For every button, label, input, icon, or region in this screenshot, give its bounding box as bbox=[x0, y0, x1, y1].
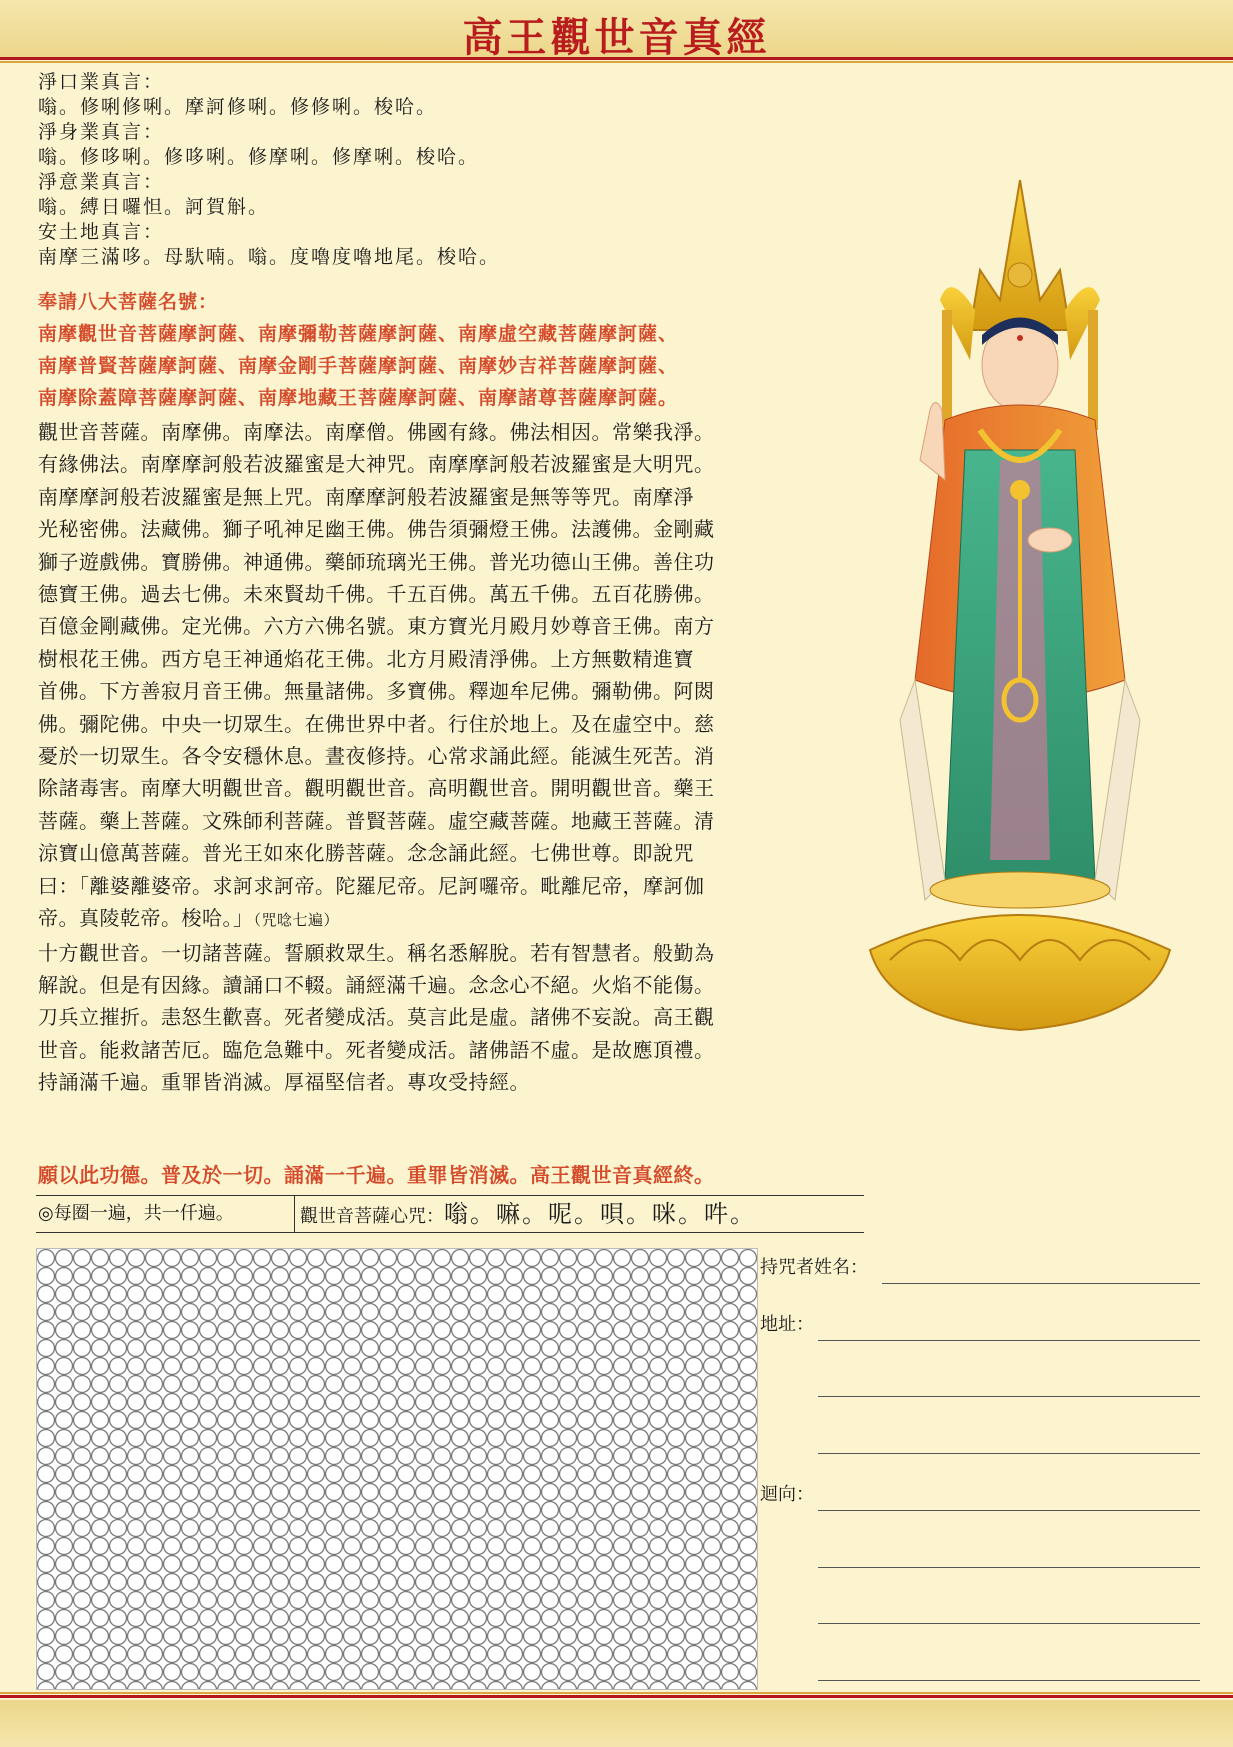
bodhisattva-heading: 奉請八大菩薩名號： bbox=[38, 291, 219, 313]
chant-note: （咒唸七遍） bbox=[253, 911, 340, 930]
bodhisattva-line: 南摩普賢菩薩摩訶薩、南摩金剛手菩薩摩訶薩、南摩妙吉祥菩薩摩訶薩、 bbox=[38, 355, 679, 377]
heart-mantra-label: 觀世音菩薩心咒： bbox=[300, 1206, 444, 1227]
sutra-line: 樹根花王佛。西方皂王神通焰花王佛。北方月殿清淨佛。上方無數精進寶 bbox=[38, 646, 694, 671]
sutra-line: 憂於一切眾生。各令安穩休息。晝夜修持。心常求誦此經。能滅生死苦。消 bbox=[38, 744, 715, 769]
sutra-line-last bbox=[38, 902, 828, 936]
mantra-text: 嗡。修唎修唎。摩訶修唎。修修唎。梭哈。 bbox=[38, 96, 438, 118]
footer-divider-gold bbox=[0, 1692, 1233, 1694]
verse-line: 刀兵立摧折。恚怒生歡喜。死者變成活。莫言此是虛。諸佛不妄說。高王觀 bbox=[38, 1005, 715, 1030]
page-title: 高王觀世音真經 bbox=[462, 14, 771, 61]
address-label: 地址： bbox=[760, 1314, 814, 1335]
sutra-line: 獅子遊戲佛。寶勝佛。神通佛。藥師琉璃光王佛。普光功德山王佛。善住功 bbox=[38, 549, 715, 574]
bodhisattva-line: 南摩觀世音菩薩摩訶薩、南摩彌勒菩薩摩訶薩、南摩虛空藏菩薩摩訶薩、 bbox=[38, 323, 679, 345]
dedication-field-line[interactable] bbox=[818, 1510, 1200, 1511]
address-field-line[interactable] bbox=[818, 1340, 1200, 1341]
heart-mantra bbox=[300, 1196, 756, 1232]
closing-dedication: 願以此功德。普及於一切。誦滿一千遍。重罪皆消滅。高王觀世音真經終。 bbox=[38, 1163, 715, 1187]
sutra-line: 涼寶山億萬菩薩。普光王如來化勝菩薩。念念誦此經。七佛世尊。即說咒 bbox=[38, 841, 694, 866]
footer-divider bbox=[0, 1695, 1233, 1698]
sutra-line: 除諸毒害。南摩大明觀世音。觀明觀世音。高明觀世音。開明觀世音。藥王 bbox=[38, 776, 715, 801]
recitation-circle-grid[interactable] bbox=[36, 1248, 758, 1690]
mantra-title: 淨身業真言： bbox=[38, 121, 165, 143]
guanyin-statue-image bbox=[850, 160, 1190, 1070]
mantra-title: 淨口業真言： bbox=[38, 71, 165, 93]
sutra-line: 首佛。下方善寂月音王佛。無量諸佛。多寶佛。釋迦牟尼佛。彌勒佛。阿閦 bbox=[38, 679, 715, 704]
sutra-line: 德寶王佛。過去七佛。未來賢劫千佛。千五百佛。萬五千佛。五百花勝佛。 bbox=[38, 582, 715, 607]
dedication-field-line[interactable] bbox=[818, 1623, 1200, 1624]
dedication-field-line[interactable] bbox=[818, 1680, 1200, 1681]
address-field-line[interactable] bbox=[818, 1396, 1200, 1397]
bodhisattva-invocation bbox=[38, 286, 838, 414]
purification-mantras bbox=[38, 70, 818, 270]
bodhisattva-line: 南摩除蓋障菩薩摩訶薩、南摩地藏王菩薩摩訶薩、南摩諸尊菩薩摩訶薩。 bbox=[38, 387, 679, 409]
sutra-body bbox=[38, 416, 828, 1099]
sutra-line: 南摩摩訶般若波羅蜜是無上咒。南摩摩訶般若波羅蜜是無等等咒。南摩淨 bbox=[38, 484, 694, 509]
sutra-line: 曰：「離婆離婆帝。求訶求訶帝。陀羅尼帝。尼訶囉帝。毗離尼帝，摩訶伽 bbox=[38, 873, 705, 898]
footer-band bbox=[0, 1700, 1233, 1747]
sutra-line: 佛。彌陀佛。中央一切眾生。在佛世界中者。行住於地上。及在虛空中。慈 bbox=[38, 711, 715, 736]
dedication-label: 迴向： bbox=[760, 1484, 814, 1505]
mantra-text: 嗡。縛日囉怛。訶賀斛。 bbox=[38, 196, 270, 218]
mantra-text: 嗡。修哆唎。修哆唎。修摩唎。修摩唎。梭哈。 bbox=[38, 146, 480, 168]
sutra-line-text: 帝。真陵乾帝。梭哈。」 bbox=[38, 906, 254, 931]
verse-line: 十方觀世音。一切諸菩薩。誓願救眾生。稱名悉解脫。若有智慧者。般勤為 bbox=[38, 940, 715, 965]
name-field[interactable] bbox=[882, 1283, 1200, 1284]
info-bar bbox=[36, 1195, 864, 1233]
address-field-line[interactable] bbox=[818, 1453, 1200, 1454]
sutra-line: 光秘密佛。法藏佛。獅子吼神足幽王佛。佛告須彌燈王佛。法護佛。金剛藏 bbox=[38, 517, 715, 542]
sutra-line: 有緣佛法。南摩摩訶般若波羅蜜是大神咒。南摩摩訶般若波羅蜜是大明咒。 bbox=[38, 452, 715, 477]
mantra-text: 南摩三滿哆。母馱喃。嗡。度嚕度嚕地尾。梭哈。 bbox=[38, 246, 501, 268]
mantra-title: 安土地真言： bbox=[38, 221, 165, 243]
sutra-line: 菩薩。藥上菩薩。文殊師利菩薩。普賢菩薩。虛空藏菩薩。地藏王菩薩。清 bbox=[38, 808, 715, 833]
dedication-field-line[interactable] bbox=[818, 1567, 1200, 1568]
count-instruction: ◎每圈一遍，共一仟遍。 bbox=[36, 1196, 295, 1232]
heart-mantra-text: 嗡。嘛。呢。唄。咪。吽。 bbox=[444, 1200, 756, 1228]
verse-line: 解說。但是有因緣。讀誦口不輟。誦經滿千遍。念念心不絕。火焰不能傷。 bbox=[38, 972, 715, 997]
name-label: 持咒者姓名： bbox=[760, 1257, 868, 1278]
verse-line: 持誦滿千遍。重罪皆消滅。厚福堅信者。專攻受持經。 bbox=[38, 1070, 530, 1095]
verse-line: 世音。能救諸苦厄。臨危急難中。死者變成活。諸佛語不虛。是故應頂禮。 bbox=[38, 1037, 715, 1062]
mantra-title: 淨意業真言： bbox=[38, 171, 165, 193]
sutra-line: 觀世音菩薩。南摩佛。南摩法。南摩僧。佛國有緣。佛法相因。常樂我淨。 bbox=[38, 420, 715, 444]
sutra-line: 百億金剛藏佛。定光佛。六方六佛名號。東方寶光月殿月妙尊音王佛。南方 bbox=[38, 614, 715, 639]
